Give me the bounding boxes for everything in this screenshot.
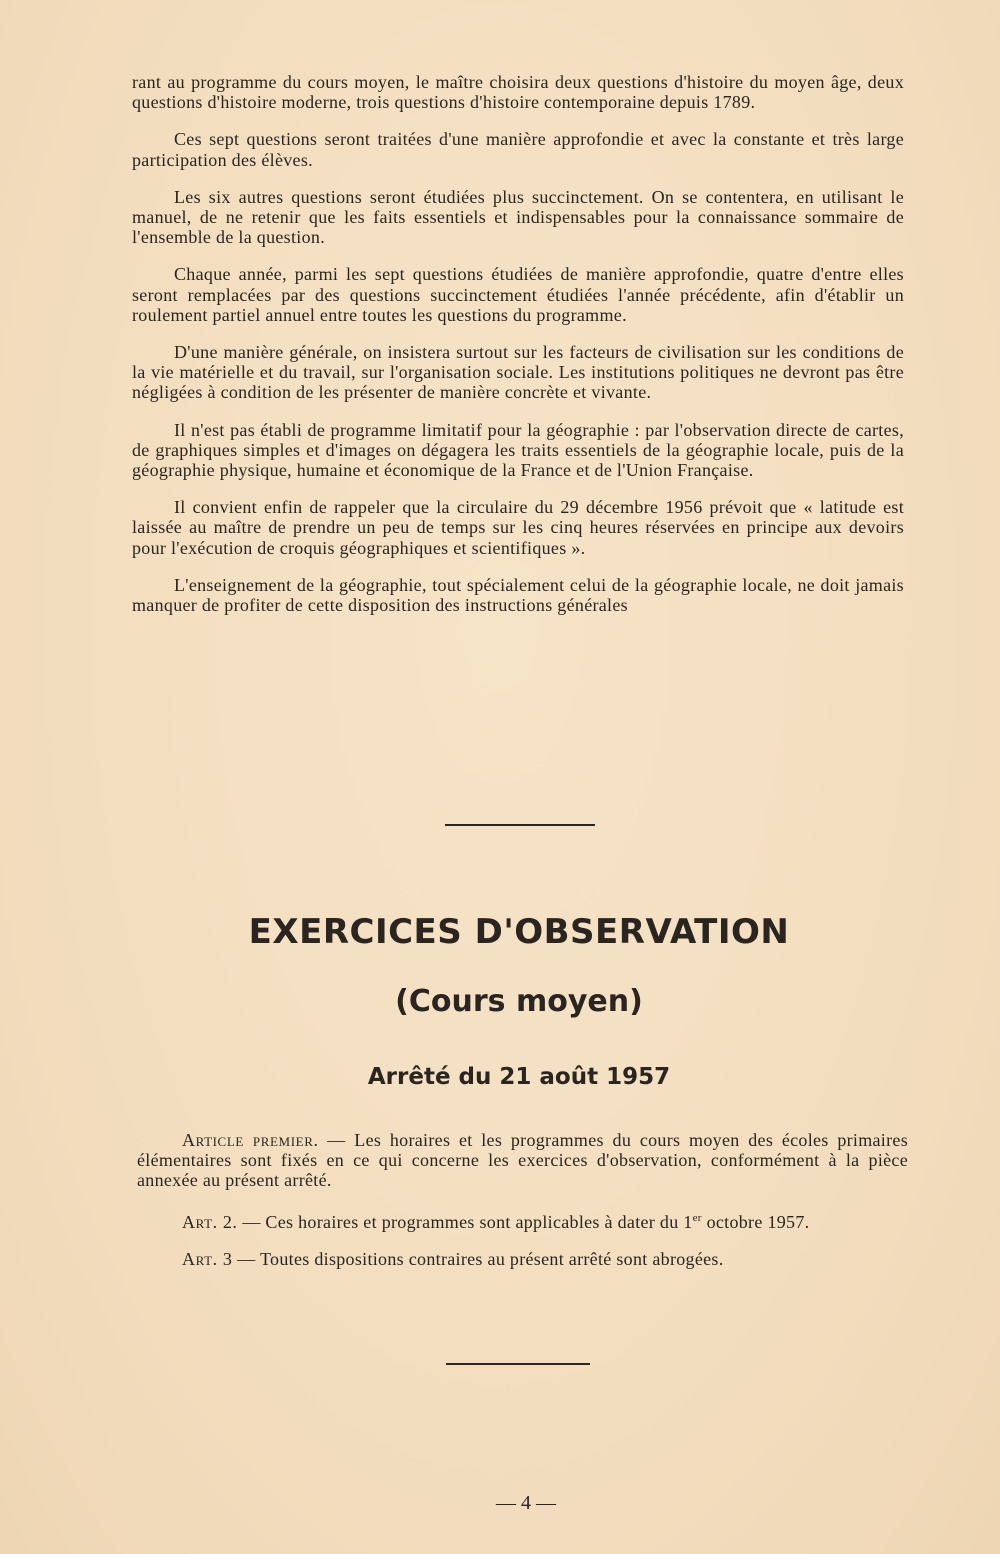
paragraph-4: Chaque année, parmi les sept questions étudiées de manière approfondie, quatre d'entre elles seront remplacées par des questions succinctement étudiées l'année précédente, afin d'établir un roulement partiel annuel entre toutes les questions du programme.: [132, 264, 904, 325]
divider-rule-top: [445, 824, 595, 826]
body-text: [132, 72, 904, 632]
article-2-superscript: er: [692, 1211, 702, 1224]
section-subtitle: (Cours moyen): [395, 984, 643, 1019]
article-3-text: — Toutes dispositions contraires au présent arrêté sont abrogées.: [232, 1248, 724, 1269]
article-3-label: Art. 3: [182, 1248, 233, 1269]
article-1-text: — Les horaires et les programmes du cours moyen des écoles primaires élémentaires sont fixés en ce qui concerne les exercices d'observation, conformément à la pièce annexée au présent arrêté.: [137, 1130, 908, 1191]
paragraph-1: rant au programme du cours moyen, le maître choisira deux questions d'histoire du moyen âge, deux questions d'histoire moderne, trois questions d'histoire contemporaine depuis 1789.: [132, 72, 904, 113]
articles-block: [137, 1130, 908, 1286]
article-2-label: Art. 2.: [182, 1211, 238, 1232]
paragraph-8: L'enseignement de la géographie, tout spécialement celui de la géographie locale, ne doit jamais manquer de profiter de cette disposition des instructions générales: [132, 574, 904, 616]
article-2-text: — Ces horaires et programmes sont applicables à dater du 1: [237, 1211, 693, 1232]
paragraph-6: Il n'est pas établi de programme limitatif pour la géographie : par l'observation directe de cartes, de graphiques simples et d'images on dégagera les traits essentiels de la géographie locale, puis de la géographie physique, humaine et économique de la France et de l'Union Française.: [132, 419, 904, 481]
decree-heading: Arrêté du 21 août 1957: [367, 1064, 671, 1090]
article-3: [137, 1249, 908, 1269]
paragraph-3: Les six autres questions seront étudiées plus succinctement. On se contentera, en utilisant le manuel, de ne retenir que les faits essentiels et indispensables pour la connaissance sommaire de l'ensemble de la question.: [132, 186, 904, 248]
article-1-label: Article premier.: [182, 1130, 319, 1150]
article-1: [137, 1130, 908, 1191]
article-2-text-end: octobre 1957.: [701, 1211, 810, 1232]
section-title: EXERCICES D'OBSERVATION: [248, 912, 790, 952]
page-number: — 4 —: [496, 1492, 556, 1514]
paragraph-5: D'une manière générale, on insistera surtout sur les facteurs de civilisation sur les conditions de la vie matérielle et du travail, sur l'organisation sociale. Les institutions politiques ne devront pas être négligées à condition de les présenter de manière concrète et vivante.: [132, 342, 904, 403]
paragraph-2: Ces sept questions seront traitées d'une manière approfondie et avec la constante et très large participation des élèves.: [132, 129, 904, 170]
divider-rule-bottom: [446, 1363, 590, 1365]
article-2: [137, 1208, 908, 1232]
paragraph-7: Il convient enfin de rappeler que la circulaire du 29 décembre 1956 prévoit que « latitude est laissée au maître de prendre un peu de temps sur les cinq heures réservées en principe aux devoirs pour l'exécution de croquis géographiques et scientifiques ».: [132, 497, 904, 558]
